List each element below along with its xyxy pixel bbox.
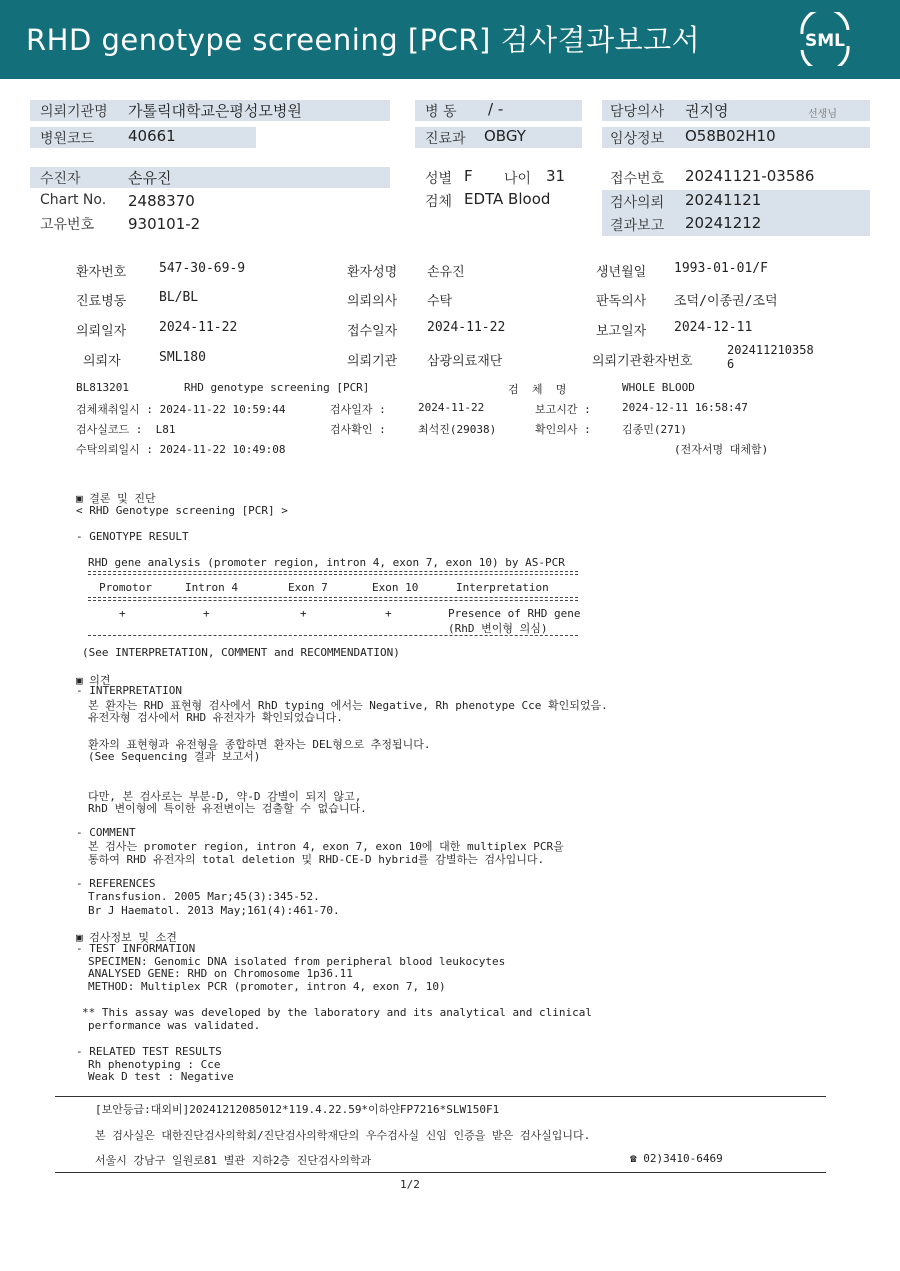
security-line: [보안등급:대외비]20241212085012*119.4.22.59*이하얀FP7216*SLW150F1: [95, 1103, 500, 1116]
age-value: 31: [546, 167, 566, 185]
specimen-name-label: 검 체 명: [508, 383, 567, 396]
phone-line: ☎ 02)3410-6469: [630, 1152, 723, 1165]
grid-value: 1993-01-01/F: [674, 261, 768, 276]
doctor-value: 권지영: [685, 102, 729, 120]
grid-value: 202411210358: [727, 343, 814, 357]
footer-rule-top: [55, 1096, 826, 1097]
grid-label: 진료병동: [76, 294, 127, 309]
grid-value: 547-30-69-9: [159, 261, 246, 276]
report-time-label: 보고시간 :: [535, 403, 591, 416]
grid-value: 6: [727, 357, 735, 371]
comment-line: 통하여 RHD 유전자의 total deletion 및 RHD-CE-D hybrid를 감별하는 검사입니다.: [88, 853, 545, 866]
ward-value: / -: [488, 100, 504, 118]
table-header: Exon 7: [288, 581, 328, 594]
table-cell: Presence of RHD gene: [448, 607, 581, 620]
grid-label: 의뢰기관환자번호: [592, 354, 693, 369]
reference-line: Br J Haematol. 2013 May;161(4):461-70.: [88, 904, 340, 917]
grid-label: 판독의사: [596, 294, 647, 309]
table-cell: +: [385, 607, 392, 620]
interpretation-line: (See Sequencing 결과 보고서): [88, 750, 261, 763]
org-value: 가톨릭대학교은평성모병원: [128, 102, 302, 120]
grid-value: 2024-12-11: [674, 320, 753, 335]
test-date-value: 2024-11-22: [418, 401, 485, 414]
request-label: 검사의뢰: [610, 195, 665, 211]
patient-bar: [30, 167, 390, 188]
test-name: RHD genotype screening [PCR]: [184, 381, 370, 394]
hospcode-value: 40661: [128, 127, 176, 145]
test-code: BL813201: [76, 381, 129, 394]
report-label: 결과보고: [610, 218, 665, 234]
clinical-value: O58B02H10: [685, 127, 776, 145]
comment-heading: - COMMENT: [76, 826, 136, 839]
grid-value: 삼광의료재단: [427, 354, 503, 369]
report-subtitle: < RHD Genotype screening [PCR] >: [76, 504, 288, 517]
test-information-line: ANALYSED GENE: RHD on Chromosome 1p36.11: [88, 967, 353, 980]
grid-value: 2024-11-22: [159, 320, 238, 335]
test-information-line: SPECIMEN: Genomic DNA isolated from peripheral blood leukocytes: [88, 955, 506, 968]
e-signature-note: (전자서명 대체함): [674, 443, 769, 456]
grid-label: 보고일자: [596, 324, 647, 339]
reference-line: Transfusion. 2005 Mar;45(3):345-52.: [88, 890, 320, 903]
table-rule-top: [88, 571, 578, 572]
table-header: Intron 4: [185, 581, 238, 594]
sex-value: F: [464, 167, 473, 185]
table-cell: +: [119, 607, 126, 620]
org-label: 의뢰기관명: [40, 104, 108, 120]
doctor-suffix: 선생님: [808, 109, 837, 120]
report-title: RHD genotype screening [PCR] 검사결과보고서: [26, 23, 701, 57]
receipt-value: 20241121-03586: [685, 167, 815, 185]
collect-time: 검체채취일시 : 2024-11-22 10:59:44: [76, 403, 286, 416]
consign-time: 수탁의뢰일시 : 2024-11-22 10:49:08: [76, 443, 286, 456]
interpretation-line: RhD 변이형에 특이한 유전변이는 검출할 수 없습니다.: [88, 802, 367, 815]
interpretation-line: 본 환자는 RHD 표현형 검사에서 RhD typing 에서는 Negative, Rh phenotype Cce 확인되었음.: [88, 699, 608, 712]
sex-label: 성별: [425, 171, 453, 187]
grid-label: 의뢰기관: [347, 354, 398, 369]
grid-label: 생년월일: [596, 265, 647, 280]
report-header: [0, 0, 900, 79]
grid-value: 2024-11-22: [427, 320, 506, 335]
grid-label: 환자번호: [76, 265, 127, 280]
confirm-doctor-value: 김종민(271): [622, 423, 687, 436]
test-information-line: ** This assay was developed by the laboratory and its analytical and clinical: [82, 1006, 592, 1019]
table-rule-top-2: [88, 574, 578, 575]
page-number: 1/2: [400, 1178, 420, 1191]
interpretation-line: 유전자형 검사에서 RHD 유전자가 확인되었습니다.: [88, 711, 343, 724]
ward-label: 병 동: [425, 104, 457, 120]
table-cell: +: [203, 607, 210, 620]
chart-value: 2488370: [128, 192, 195, 210]
opinion-heading: ▣ 의견: [76, 674, 111, 687]
comment-line: 본 검사는 promoter region, intron 4, exon 7, exon 10에 대한 multiplex PCR을: [88, 840, 564, 853]
receipt-label: 접수번호: [610, 171, 665, 187]
conclusion-heading: ▣ 결론 및 진단: [76, 492, 156, 505]
interpretation-line: 환자의 표현형과 유전형을 종합하면 환자는 DEL형으로 추정됩니다.: [88, 738, 431, 751]
table-rule-mid: [88, 597, 578, 598]
testinfo-section-heading: ▣ 검사정보 및 소견: [76, 931, 177, 944]
test-information-heading: - TEST INFORMATION: [76, 942, 196, 955]
see-line: (See INTERPRETATION, COMMENT and RECOMMENDATION): [82, 646, 400, 659]
sml-logo: [796, 12, 854, 66]
footer-rule-bottom: [55, 1172, 826, 1173]
sml-logo-text: SML: [805, 31, 845, 51]
table-header: Exon 10: [372, 581, 419, 594]
id-value: 930101-2: [128, 215, 201, 233]
id-label: 고유번호: [40, 217, 95, 233]
chart-label: Chart No.: [40, 192, 107, 208]
test-information-line: METHOD: Multiplex PCR (promoter, intron 4, exon 7, 10): [88, 980, 446, 993]
genotype-heading: - GENOTYPE RESULT: [76, 530, 189, 543]
related-line: Weak D test : Negative: [88, 1070, 234, 1083]
table-rule-mid-2: [88, 600, 578, 601]
grid-label: 의뢰일자: [76, 324, 127, 339]
request-value: 20241121: [685, 191, 762, 209]
dept-value: OBGY: [484, 127, 526, 145]
grid-value: 조덕/이종권/조덕: [674, 294, 778, 309]
table-header: Interpretation: [456, 581, 549, 594]
table-cell: +: [300, 607, 307, 620]
age-label: 나이: [504, 171, 532, 187]
lab-code: 검사실코드 : L81: [76, 423, 176, 436]
grid-label: 의뢰의사: [347, 294, 398, 309]
dept-label: 진료과: [425, 131, 466, 147]
interpretation-heading: - INTERPRETATION: [76, 684, 182, 697]
patient-label: 수진자: [40, 171, 81, 187]
grid-label: 환자성명: [347, 265, 398, 280]
grid-value: SML180: [159, 350, 206, 365]
test-date-label: 검사일자 :: [330, 403, 386, 416]
specimen-value: EDTA Blood: [464, 190, 551, 208]
grid-value: 손유진: [427, 265, 465, 280]
confirm-doctor-label: 확인의사 :: [535, 423, 591, 436]
confirm-label: 검사확인 :: [330, 423, 386, 436]
confirm-value: 최석진(29038): [418, 423, 497, 436]
related-line: Rh phenotyping : Cce: [88, 1058, 221, 1071]
table-header: Promotor: [99, 581, 152, 594]
patient-value: 손유진: [128, 169, 172, 187]
grid-label: 접수일자: [347, 324, 398, 339]
interpretation-line: 다만, 본 검사로는 부분-D, 약-D 감별이 되지 않고,: [88, 790, 362, 803]
analysis-line: RHD gene analysis (promoter region, intron 4, exon 7, exon 10) by AS-PCR: [88, 556, 565, 569]
grid-value: BL/BL: [159, 290, 199, 305]
certification-line: 본 검사실은 대한진단검사의학회/진단검사의학재단의 우수검사실 신임 인증을 받은 검사실입니다.: [95, 1129, 591, 1142]
hospcode-label: 병원코드: [40, 131, 95, 147]
grid-value: 수탁: [427, 294, 453, 309]
test-information-line: performance was validated.: [88, 1019, 261, 1032]
address-line: 서울시 강남구 일원로81 별관 지하2층 진단검사의학과: [95, 1154, 372, 1167]
references-heading: - REFERENCES: [76, 877, 156, 890]
report-time-value: 2024-12-11 16:58:47: [622, 401, 748, 414]
specimen-name-value: WHOLE BLOOD: [622, 381, 695, 394]
table-cell: (RhD 변이형 의심): [448, 622, 548, 635]
related-heading: - RELATED TEST RESULTS: [76, 1045, 222, 1058]
clinical-label: 임상정보: [610, 131, 665, 147]
grid-label: 의뢰자: [83, 354, 121, 369]
table-rule-bottom: [88, 635, 578, 636]
specimen-label: 검체: [425, 194, 453, 210]
report-value: 20241212: [685, 214, 762, 232]
doctor-label: 담당의사: [610, 104, 665, 120]
